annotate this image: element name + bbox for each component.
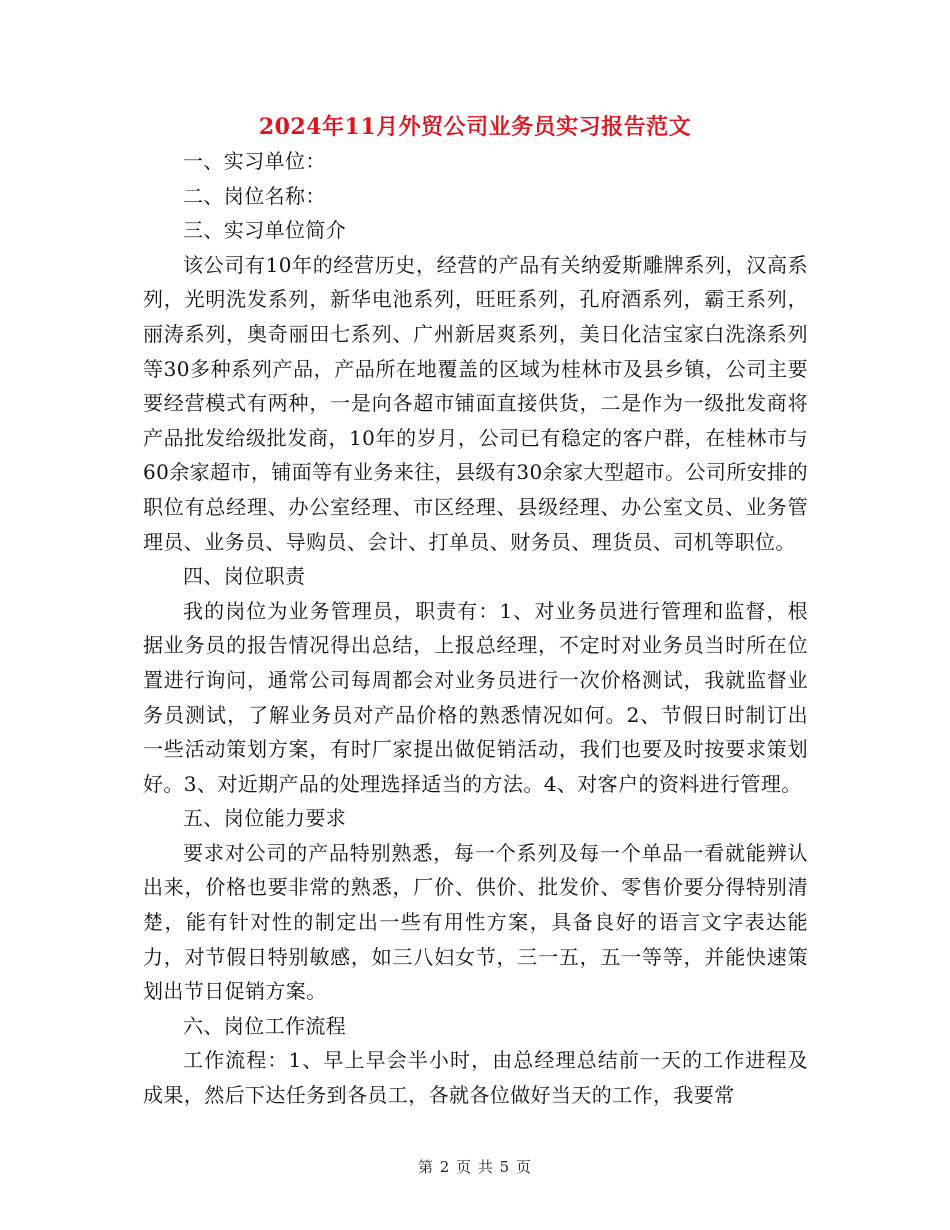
heading-position-name: 二、岗位名称：: [183, 183, 326, 208]
heading-workflow: 六、岗位工作流程: [183, 1013, 347, 1038]
paragraph-ability-requirements: 要求对公司的产品特别熟悉，每一个系列及每一个单品一看就能辨认出来，价格也要非常的熟悉，厂价、供价、批发价、零售价要分得特别清楚，能有针对性的制定出一些有用性方案，具备良好的语言文字表达能力，对节假日特别敏感，如三八妇女节，三一五，五一等等，并能快速策划出节日促销方案。: [143, 840, 808, 1004]
document-title: 2024年11月外贸公司业务员实习报告范文: [258, 114, 692, 140]
document-body: [143, 144, 808, 1113]
heading-ability-requirements: 五、岗位能力要求: [183, 806, 347, 831]
paragraph-workflow: 工作流程：1、早上早会半小时，由总经理总结前一天的工作进程及成果，然后下达任务到各员工，各就各位做好当天的工作，我要常: [143, 1048, 808, 1108]
paragraph-responsibilities: 我的岗位为业务管理员，职责有：1、对业务员进行管理和监督，根据业务员的报告情况得出总结，上报总经理，不定时对业务员当时所在位置进行询问，通常公司每周都会对业务员进行一次价格测试，我就监督业务员测试，了解业务员对产品价格的熟悉情况如何。2、节假日时制订出一些活动策划方案，有时厂家提出做促销活动，我们也要及时按要求策划好。3、对近期产品的处理选择适当的方法。4、对客户的资料进行管理。: [143, 598, 808, 796]
heading-company-intro: 三、实习单位简介: [183, 218, 347, 243]
heading-internship-unit: 一、实习单位：: [183, 149, 326, 173]
page-number-footer: 第 2 页 共 5 页: [418, 1158, 532, 1176]
heading-responsibilities: 四、岗位职责: [183, 564, 306, 589]
paragraph-company-intro: 该公司有10年的经营历史，经营的产品有关纳爱斯雕牌系列，汉高系列，光明洗发系列，新华电池系列，旺旺系列，孔府酒系列，霸王系列，丽涛系列，奥奇丽田七系列、广州新居爽系列，美日化洁宝家白洗涤系列等30多种系列产品，产品所在地覆盖的区域为桂林市及县乡镇，公司主要要经营模式有两种，一是向各超市铺面直接供货，二是作为一级批发商将产品批发给级批发商，10年的岁月，公司已有稳定的客户群，在桂林市与60余家超市，铺面等有业务来往，县级有30余家大型超市。公司所安排的职位有总经理、办公室经理、市区经理、县级经理、办公室文员、业务管理员、业务员、导购员、会计、打单员、财务员、理货员、司机等职位。: [143, 252, 808, 554]
